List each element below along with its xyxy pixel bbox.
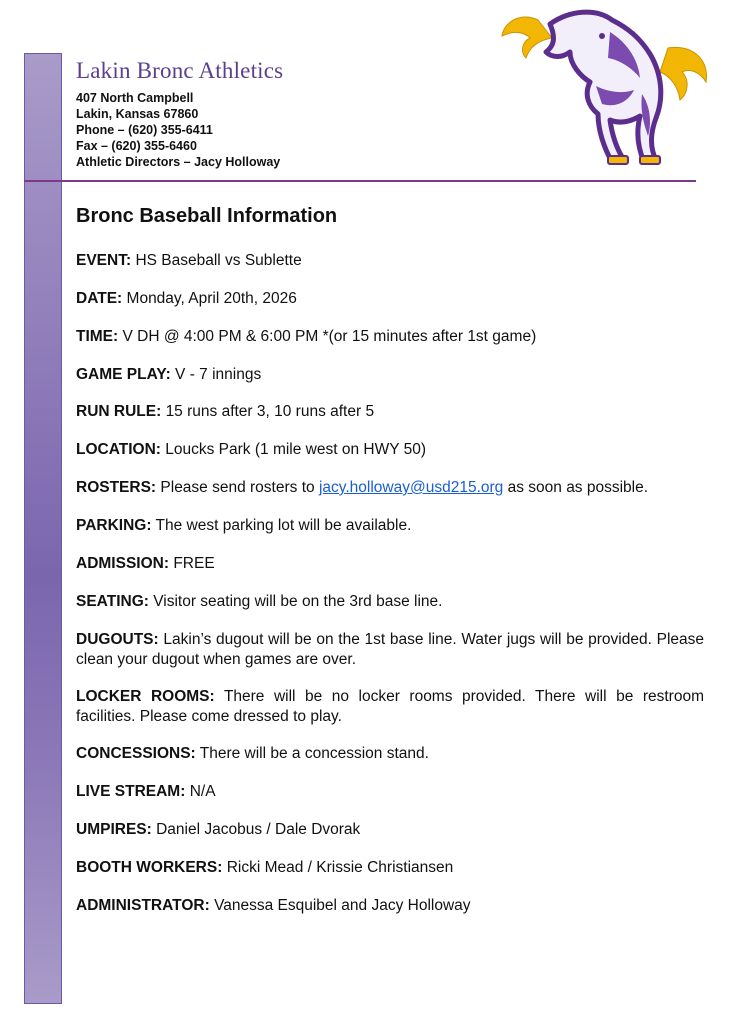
umpires-value: Daniel Jacobus / Dale Dvorak: [156, 821, 361, 838]
admission-value: FREE: [173, 555, 215, 572]
header-divider: [24, 180, 696, 182]
location-label: LOCATION:: [76, 441, 161, 458]
run-rule-value: 15 runs after 3, 10 runs after 5: [165, 403, 375, 420]
address-line2: Lakin, Kansas 67860: [76, 107, 199, 121]
fax: Fax – (620) 355-6460: [76, 139, 197, 153]
address-line1: 407 North Campbell: [76, 91, 194, 105]
date-value: Monday, April 20th, 2026: [126, 290, 297, 307]
info-booth-workers: [76, 858, 704, 878]
info-parking: [76, 516, 704, 536]
info-admission: [76, 554, 704, 574]
administrator-value: Vanessa Esquibel and Jacy Holloway: [214, 897, 471, 914]
booth-workers-value: Ricki Mead / Krissie Christiansen: [226, 859, 454, 876]
document-title: Bronc Baseball Information: [76, 205, 338, 227]
time-value: V DH @ 4:00 PM & 6:00 PM *(or 15 minutes after 1st game): [122, 328, 537, 345]
rosters-value-before: Please send rosters to: [160, 479, 315, 496]
date-label: DATE:: [76, 290, 123, 307]
seating-value: Visitor seating will be on the 3rd base line.: [153, 593, 443, 610]
game-play-label: GAME PLAY:: [76, 366, 171, 383]
seating-label: SEATING:: [76, 593, 149, 610]
parking-value: The west parking lot will be available.: [155, 517, 412, 534]
info-run-rule: [76, 402, 704, 422]
info-dugouts: [76, 630, 704, 670]
event-label: EVENT:: [76, 252, 132, 269]
rosters-email-link[interactable]: jacy.holloway@usd215.org: [318, 479, 504, 496]
rosters-value-after: as soon as possible.: [507, 479, 649, 496]
info-game-play: [76, 365, 704, 385]
administrator-label: ADMINISTRATOR:: [76, 897, 210, 914]
locker-rooms-value: There will be no locker rooms provided. There will be restroom facilities. Please come dressed to play.: [76, 688, 704, 725]
info-locker-rooms: [76, 687, 704, 727]
phone: Phone – (620) 355-6411: [76, 123, 213, 137]
live-stream-label: LIVE STREAM:: [76, 783, 186, 800]
live-stream-value: N/A: [189, 783, 216, 800]
rosters-label: ROSTERS:: [76, 479, 157, 496]
org-name: Lakin Bronc Athletics: [76, 58, 284, 83]
info-event: [76, 251, 704, 271]
info-concessions: [76, 744, 704, 764]
dugouts-value: Lakin’s dugout will be on the 1st base line. Water jugs will be provided. Please clean your dugout when games are over.: [76, 631, 705, 668]
admission-label: ADMISSION:: [76, 555, 169, 572]
run-rule-label: RUN RULE:: [76, 403, 162, 420]
info-time: [76, 327, 704, 347]
parking-label: PARKING:: [76, 517, 152, 534]
athletic-directors: Athletic Directors – Jacy Holloway: [76, 155, 281, 169]
locker-rooms-label: LOCKER ROOMS:: [76, 688, 215, 705]
info-date: [76, 289, 704, 309]
umpires-label: UMPIRES:: [76, 821, 152, 838]
time-label: TIME:: [76, 328, 119, 345]
info-administrator: [76, 896, 704, 916]
dugouts-label: DUGOUTS:: [76, 631, 159, 648]
info-live-stream: [76, 782, 704, 802]
info-rosters: [76, 478, 704, 498]
concessions-value: There will be a concession stand.: [199, 745, 429, 762]
location-value: Loucks Park (1 mile west on HWY 50): [165, 441, 426, 458]
bronco-mascot-icon: [500, 2, 715, 170]
info-umpires: [76, 820, 704, 840]
info-seating: [76, 592, 704, 612]
decorative-side-bar: [24, 53, 62, 1004]
game-play-value: V - 7 innings: [175, 366, 262, 383]
info-location: [76, 440, 704, 460]
booth-workers-label: BOOTH WORKERS:: [76, 859, 223, 876]
concessions-label: CONCESSIONS:: [76, 745, 196, 762]
event-value: HS Baseball vs Sublette: [135, 252, 302, 269]
